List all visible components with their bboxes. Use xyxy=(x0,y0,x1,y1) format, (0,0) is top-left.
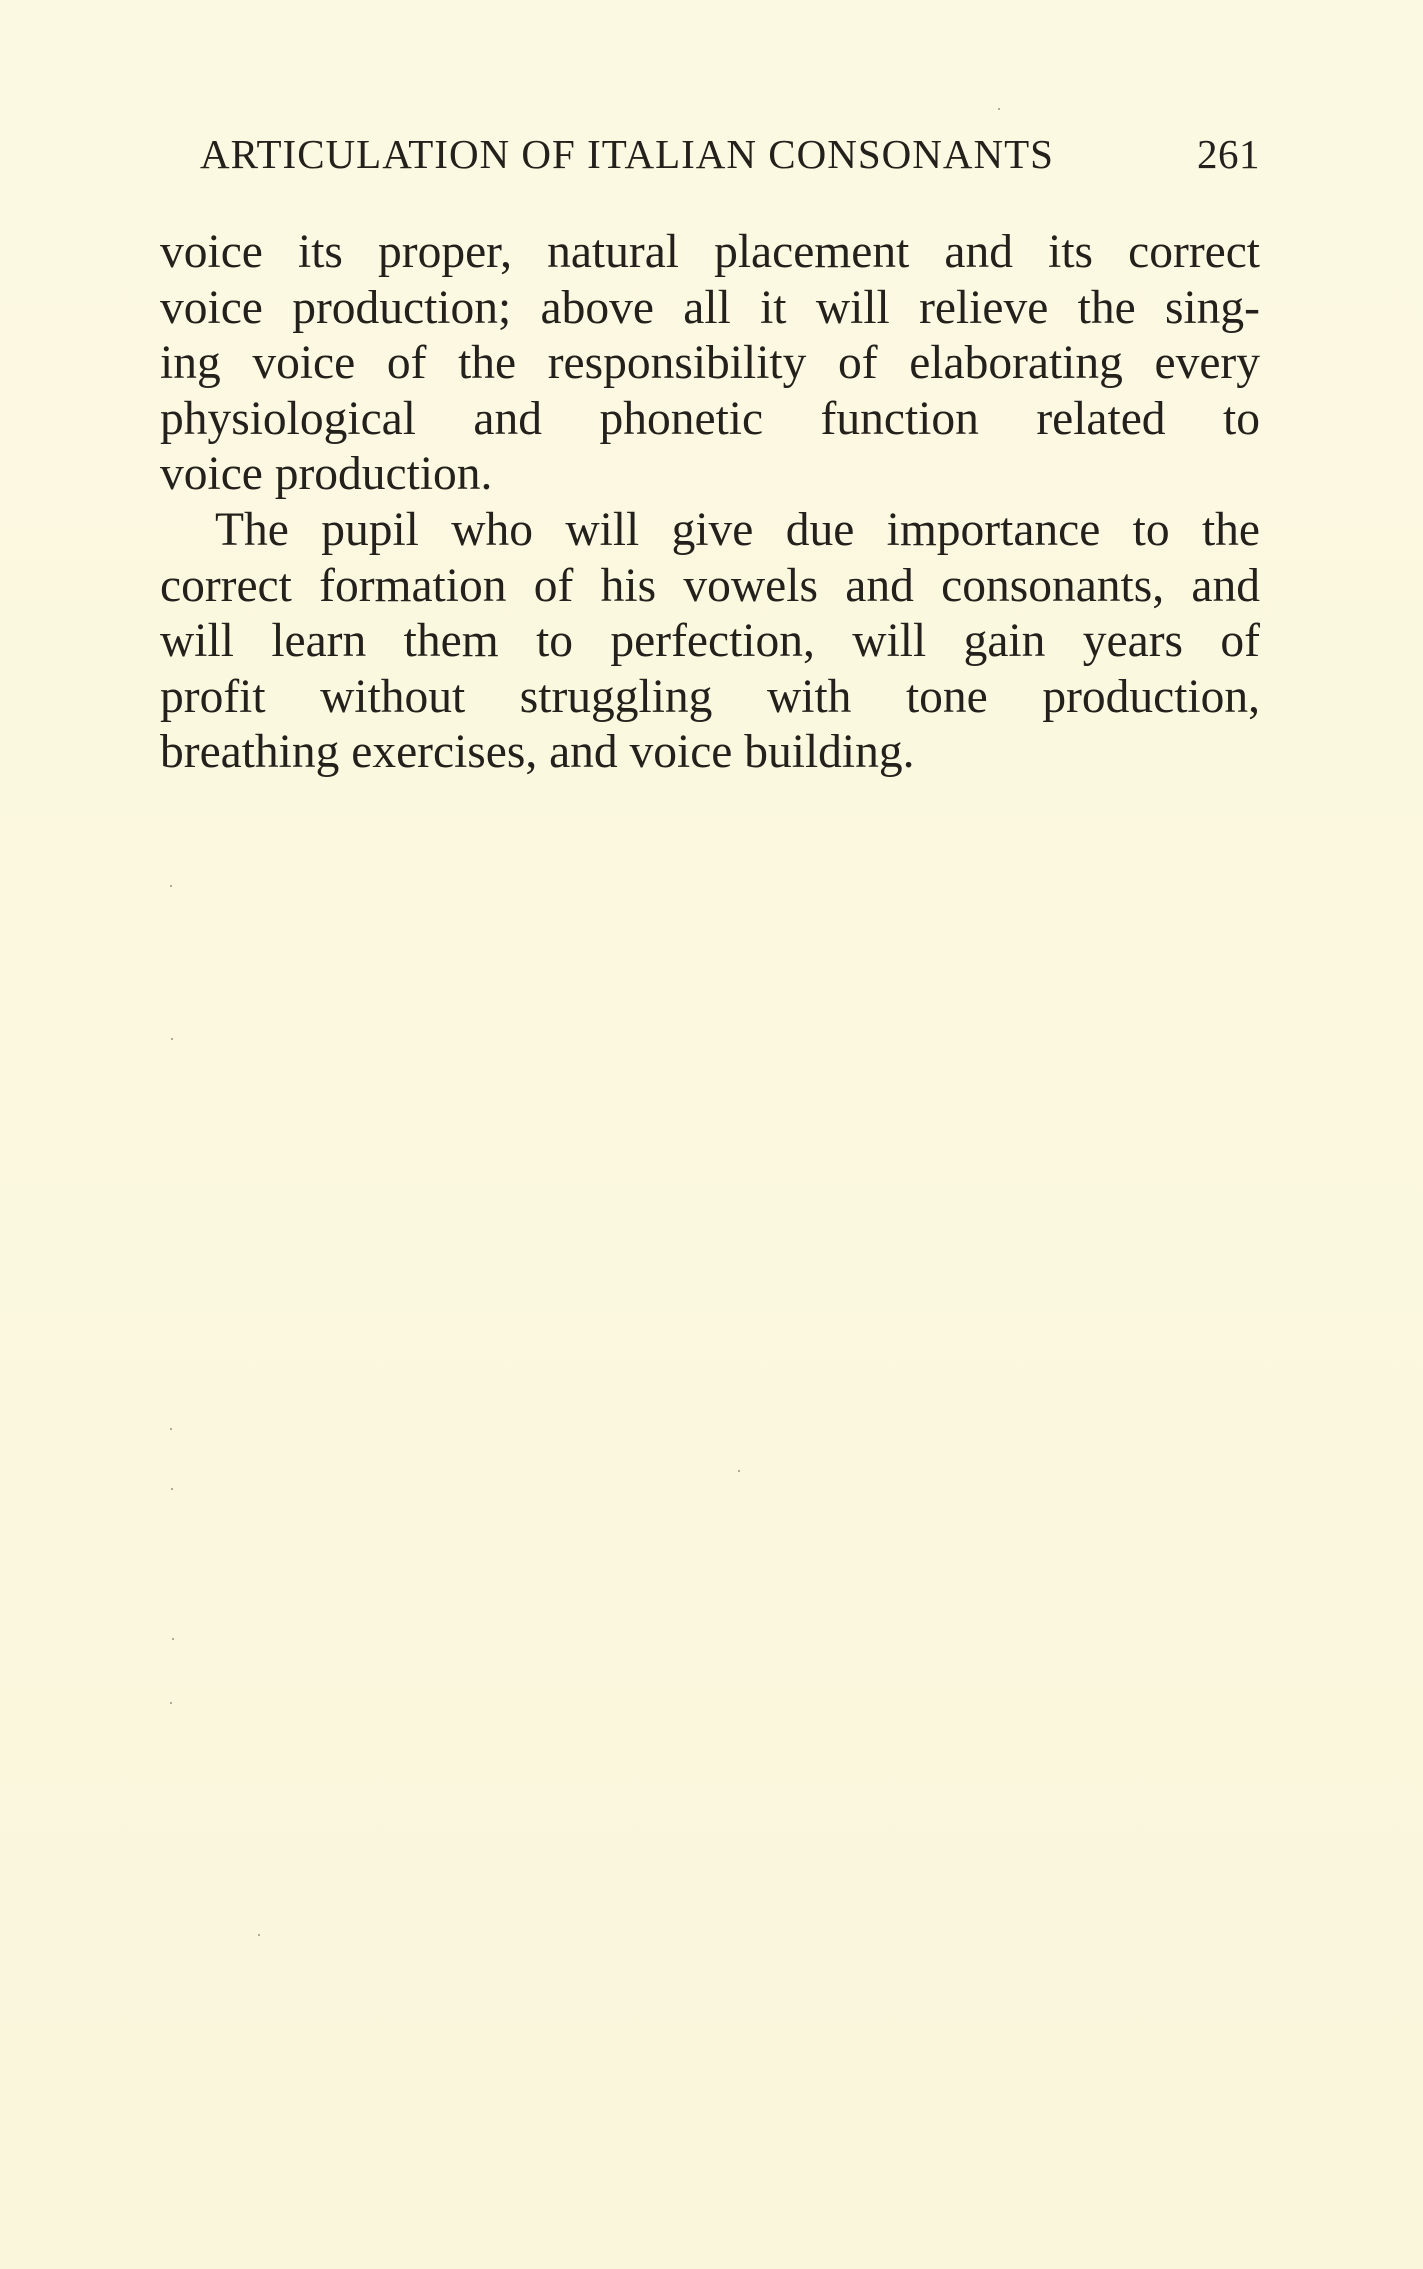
text-line: ing voice of the responsibility of elaborating every xyxy=(160,337,1260,390)
body-text xyxy=(160,225,1260,781)
paper-speck xyxy=(170,1428,172,1430)
text-line: correct formation of his vowels and consonants, and xyxy=(160,559,1260,612)
text-line: voice production; above all it will relieve the sing- xyxy=(160,281,1260,334)
text-line: voice its proper, natural placement and its correct xyxy=(160,226,1260,278)
text-line: breathing exercises, and voice building. xyxy=(160,726,915,779)
running-head xyxy=(200,130,1260,190)
page-number: 261 xyxy=(1197,131,1260,177)
paragraph-2 xyxy=(160,503,1260,781)
text-line: voice production. xyxy=(160,448,493,501)
running-head-title: ARTICULATION OF ITALIAN CONSONANTS xyxy=(200,131,1054,177)
paper-speck xyxy=(171,1488,173,1490)
paper-speck xyxy=(738,1470,740,1472)
text-line: The pupil who will give due importance to the xyxy=(215,503,1260,556)
paper-speck xyxy=(998,108,1000,110)
text-line: will learn them to perfection, will gain years of xyxy=(160,615,1260,668)
paper-speck xyxy=(258,1934,260,1936)
paper-speck xyxy=(170,1702,172,1704)
text-line: physiological and phonetic function related to xyxy=(160,392,1260,445)
paragraph-1 xyxy=(160,225,1260,503)
text-line: profit without struggling with tone production, xyxy=(160,670,1260,723)
paper-speck xyxy=(171,1038,173,1040)
paper-speck xyxy=(170,885,172,887)
paper-speck xyxy=(172,1638,174,1640)
